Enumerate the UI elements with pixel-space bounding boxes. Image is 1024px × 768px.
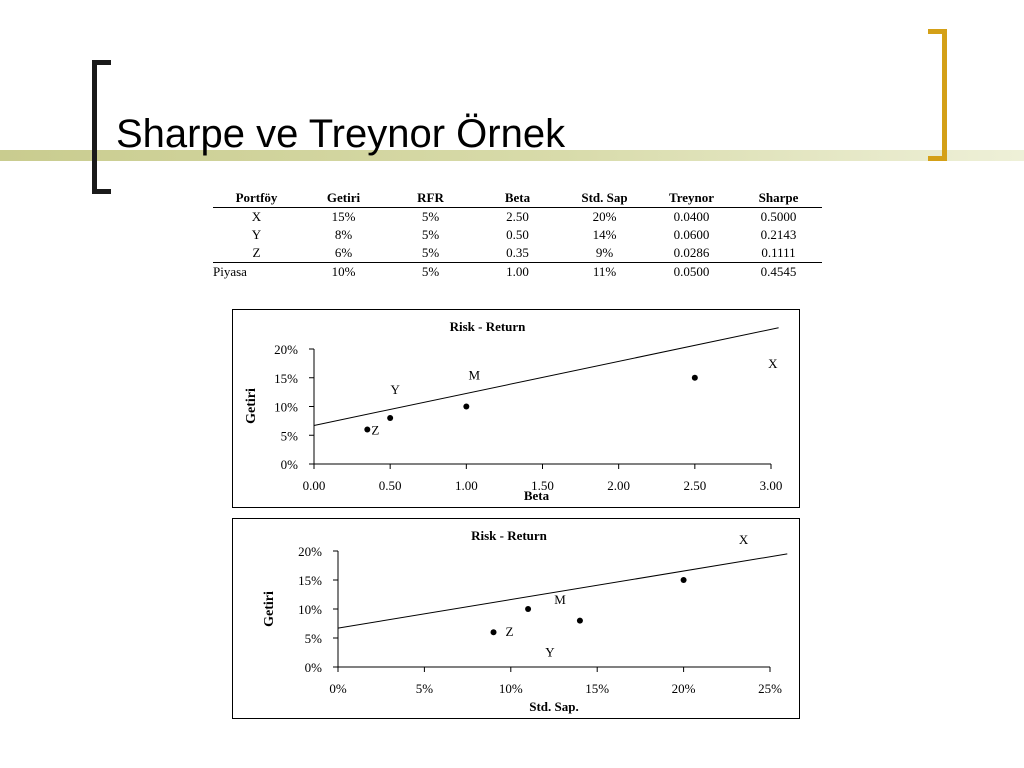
chart-risk-return-beta [233, 310, 801, 509]
table-row [213, 226, 822, 244]
y-tick-label: 15% [274, 370, 298, 386]
x-tick-label: 15% [585, 681, 610, 696]
y-tick-label: 20% [274, 342, 298, 357]
table-cell: 10% [300, 263, 387, 282]
point-label-x: X [738, 532, 749, 547]
chart-title: Risk - Return [471, 528, 547, 543]
table-cell: 5% [421, 209, 440, 224]
data-point-m [525, 606, 531, 612]
point-label-m: M [554, 592, 566, 607]
y-tick-label: 15% [298, 573, 322, 588]
x-tick-label: 0.00 [302, 478, 326, 493]
point-label-z: Z [371, 422, 380, 438]
point-label-m: M [468, 367, 481, 383]
x-tick-label: 1.50 [531, 478, 554, 493]
data-point-x [681, 577, 687, 583]
table-cell: 5% [421, 227, 440, 242]
y-tick-label: 10% [298, 602, 322, 617]
data-point-z [491, 629, 497, 635]
table-cell: 8% [334, 227, 353, 242]
x-tick-label: 2.50 [683, 478, 707, 493]
x-axis-label: Std. Sap. [529, 699, 579, 714]
left-bracket-decoration [92, 60, 111, 194]
market-line [314, 328, 779, 426]
header-getiri: Getiri [300, 189, 387, 208]
table-cell: 1.00 [474, 263, 561, 282]
x-tick-label: 25% [758, 681, 782, 696]
data-point-z [364, 427, 370, 433]
chart-risk-return-stddev [233, 519, 801, 720]
header-std-sap: Std. Sap [561, 189, 648, 208]
y-tick-label: 5% [304, 631, 322, 646]
y-axis-label: Getiri [262, 591, 277, 627]
x-tick-label: 10% [498, 681, 523, 696]
point-label-z: Z [505, 624, 514, 640]
x-tick-label: 2.00 [607, 478, 631, 493]
table-row [213, 244, 822, 263]
table-cell: 0.50 [506, 227, 529, 242]
data-point-y [387, 415, 393, 421]
table-cell: 0.5000 [760, 209, 797, 224]
table-cell: 5% [421, 245, 440, 260]
chart-title: Risk - Return [449, 319, 526, 334]
point-label-y: Y [390, 382, 400, 397]
table-cell: 0.0400 [673, 209, 710, 224]
y-tick-label: 20% [298, 544, 322, 559]
header-rfr: RFR [387, 189, 474, 208]
y-tick-label: 10% [274, 399, 298, 415]
table-cell: 0.4545 [735, 263, 822, 282]
table-cell: Y [251, 227, 262, 242]
table-cell: 5% [387, 263, 474, 282]
chart-stddev-frame [232, 518, 800, 719]
table-cell: 6% [334, 245, 353, 260]
point-label-x: X [768, 355, 778, 371]
table-cell: 0.0500 [648, 263, 735, 282]
header-treynor: Treynor [648, 189, 735, 208]
table-cell: Piyasa [213, 263, 300, 282]
table-cell: 9% [595, 245, 614, 260]
table-row [213, 208, 822, 227]
table-cell: Z [252, 245, 261, 260]
table-cell: 11% [561, 263, 648, 282]
x-tick-label: 20% [671, 681, 696, 696]
table-cell: 0.2143 [760, 227, 797, 242]
header-beta: Beta [474, 189, 561, 208]
x-tick-label: 0.50 [378, 478, 402, 493]
x-axis-label: Beta [523, 488, 550, 503]
point-label-y: Y [545, 644, 555, 660]
header-sharpe: Sharpe [735, 189, 822, 208]
table-cell: 2.50 [506, 209, 529, 224]
x-tick-label: 5% [415, 681, 434, 696]
table-cell: 0.0286 [673, 245, 710, 260]
data-point-m [463, 404, 469, 410]
table-cell: 0.1111 [761, 245, 796, 260]
x-tick-label: 1.00 [454, 478, 478, 493]
table-cell: X [251, 209, 262, 224]
table-cell: 20% [592, 209, 617, 224]
table-cell: 15% [331, 209, 356, 224]
table-header-row [213, 189, 822, 208]
chart-beta-frame [232, 309, 800, 508]
slide-title: Sharpe ve Treynor Örnek [116, 112, 566, 156]
table-cell: 0.0600 [673, 227, 710, 242]
y-tick-label: 5% [280, 428, 298, 444]
header-portfoy: Portföy [213, 189, 300, 208]
data-point-y [577, 618, 583, 624]
x-tick-label: 0% [329, 681, 347, 696]
y-tick-label: 0% [280, 457, 298, 472]
y-axis-label: Getiri [244, 388, 259, 424]
table-row-market [213, 263, 822, 282]
table-cell: 0.35 [506, 245, 529, 260]
data-point-x [692, 375, 698, 381]
portfolio-table [213, 189, 822, 281]
y-tick-label: 0% [304, 660, 322, 675]
table-cell: 14% [592, 227, 617, 242]
right-bracket-decoration [928, 29, 947, 161]
x-tick-label: 3.00 [759, 478, 783, 493]
